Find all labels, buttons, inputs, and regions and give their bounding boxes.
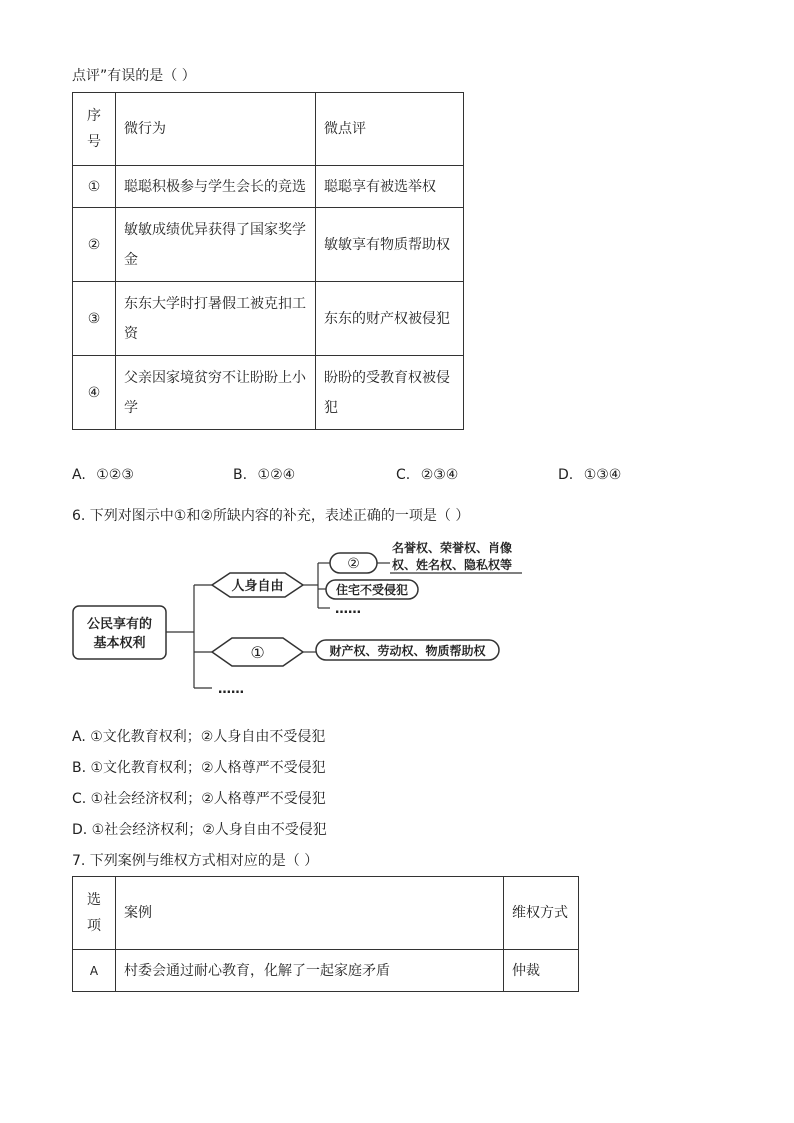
- q7-header-case: 案例: [116, 877, 504, 950]
- q5-row-num: ②: [73, 208, 116, 282]
- root-box: [73, 606, 166, 659]
- q5-row-num: ①: [73, 166, 116, 208]
- q7-header-method: 维权方式: [504, 877, 579, 950]
- q5-row-comment: 敏敏享有物质帮助权: [316, 208, 464, 282]
- q6-option-a[interactable]: A. ①文化教育权利；②人身自由不受侵犯: [72, 729, 326, 745]
- option-letter: A.: [72, 467, 86, 483]
- q5-header-seq: 序号: [73, 93, 116, 166]
- blank-1-label: ①: [250, 643, 265, 662]
- q5-row-num: ④: [73, 356, 116, 430]
- q5-row-comment: 东东的财产权被侵犯: [316, 282, 464, 356]
- q5-row-behavior: 敏敏成绩优异获得了国家奖学金: [116, 208, 316, 282]
- blank-2-label: ②: [347, 556, 360, 572]
- q5-header-behavior: 微行为: [116, 93, 316, 166]
- q7-row-method: 仲裁: [504, 950, 579, 992]
- q7-row-case: 村委会通过耐心教育，化解了一起家庭矛盾: [116, 950, 504, 992]
- option-text: ②③④: [420, 467, 459, 483]
- residence-label: 住宅不受侵犯: [335, 583, 409, 597]
- ellipsis-bottom: ……: [218, 682, 244, 697]
- option-letter: B.: [233, 467, 248, 483]
- q6-option-b[interactable]: B. ①文化教育权利；②人格尊严不受侵犯: [72, 760, 326, 776]
- root-label-line2: 基本权利: [93, 636, 146, 651]
- q7-header-option: 选项: [73, 877, 116, 950]
- q5-stem-tail: 点评”有误的是（ ）: [72, 68, 196, 84]
- option-text: ①②④: [257, 467, 296, 483]
- personal-freedom-label: 人身自由: [231, 579, 284, 594]
- q5-row-comment: 聪聪享有被选举权: [316, 166, 464, 208]
- q5-row-num: ③: [73, 282, 116, 356]
- option-letter: D.: [558, 467, 574, 483]
- q7-row-option: A: [73, 950, 116, 992]
- q6-stem: 6. 下列对图示中①和②所缺内容的补充，表述正确的一项是（ ）: [72, 508, 470, 524]
- q5-row-behavior: 东东大学时打暑假工被克扣工资: [116, 282, 316, 356]
- q6-option-c[interactable]: C. ①社会经济权利；②人格尊严不受侵犯: [72, 791, 326, 807]
- q6-option-d[interactable]: D. ①社会经济权利；②人身自由不受侵犯: [72, 822, 327, 838]
- option-text: ①③④: [583, 467, 622, 483]
- q7-stem: 7. 下列案例与维权方式相对应的是（ ）: [72, 853, 319, 869]
- blank-2-items-line1: 名誉权、荣誉权、肖像: [392, 541, 513, 555]
- option-letter: C.: [396, 467, 411, 483]
- blank-2-items-line2: 权、姓名权、隐私权等: [392, 558, 513, 572]
- q5-header-comment: 微点评: [316, 93, 464, 166]
- property-rights-label: 财产权、劳动权、物质帮助权: [329, 644, 486, 658]
- q5-row-comment: 盼盼的受教育权被侵犯: [316, 356, 464, 430]
- ellipsis-personal: ……: [335, 602, 361, 617]
- q7-row-a: [73, 950, 579, 992]
- q7-table: [72, 876, 579, 992]
- root-label-line1: 公民享有的: [86, 617, 153, 632]
- q5-row-behavior: 聪聪积极参与学生会长的竞选: [116, 166, 316, 208]
- option-text: ①②③: [96, 467, 134, 483]
- q5-row-behavior: 父亲因家境贫穷不让盼盼上小学: [116, 356, 316, 430]
